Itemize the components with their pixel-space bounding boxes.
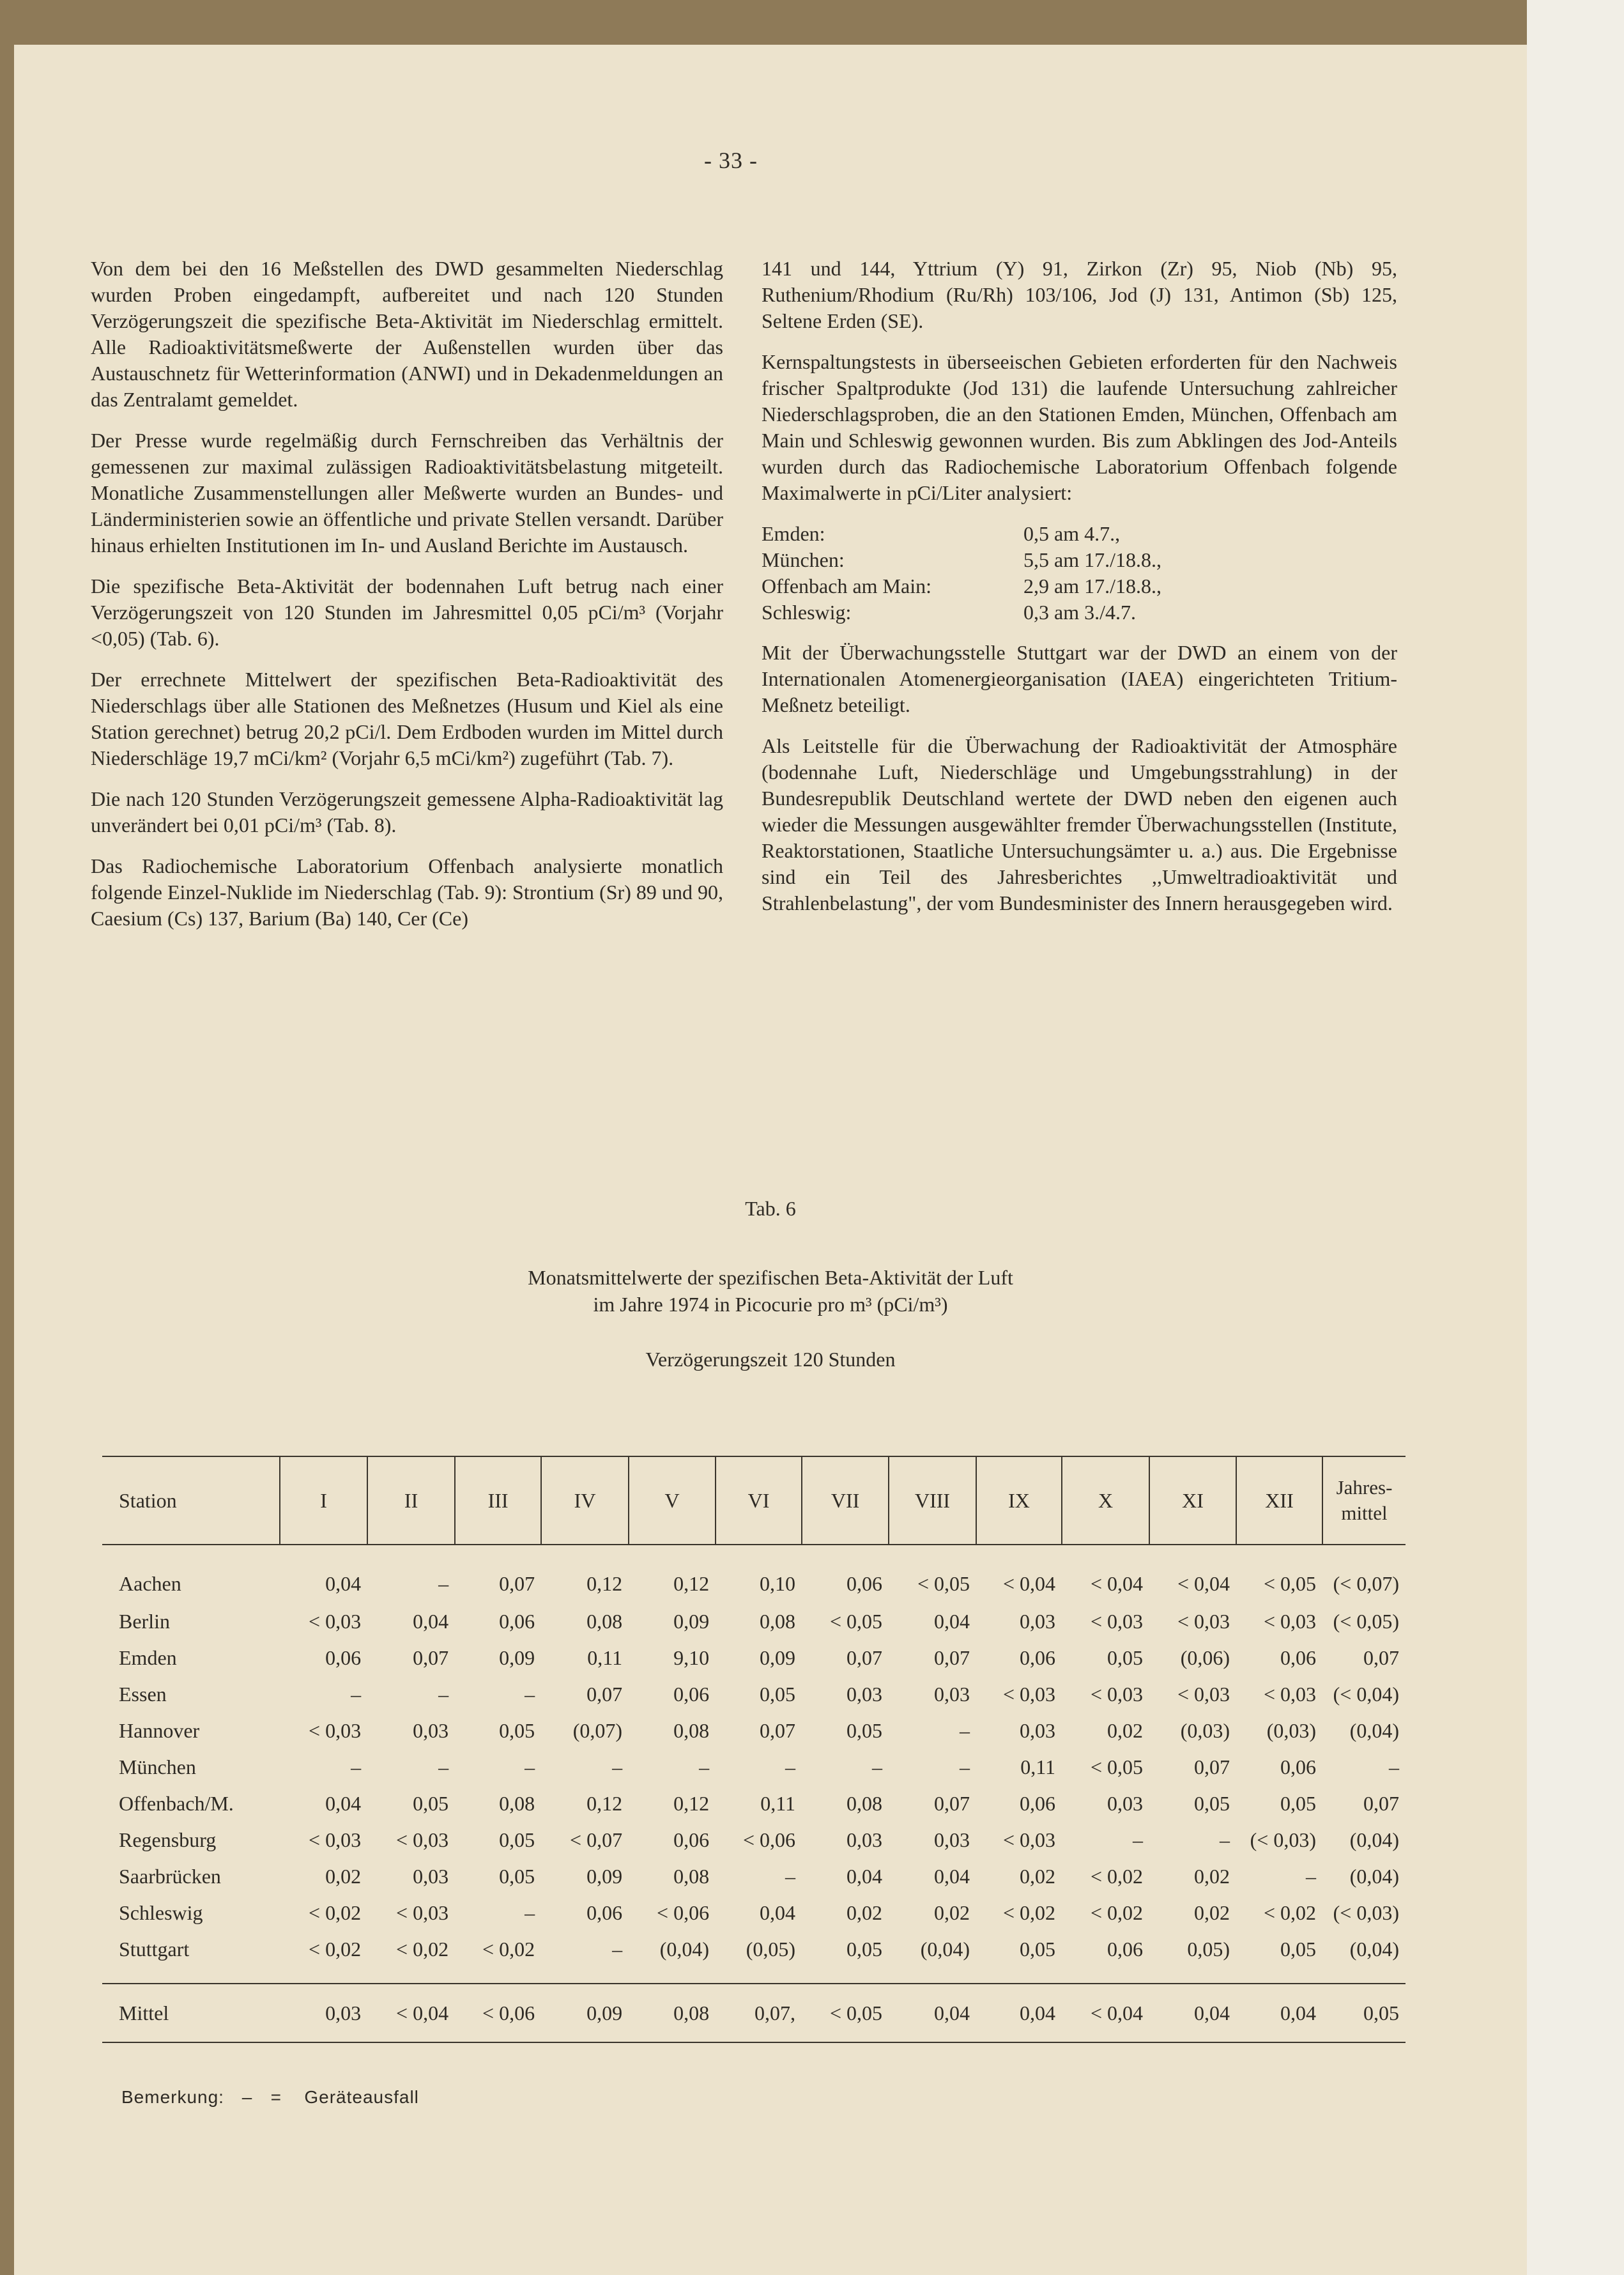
table-cell: 0,02 [1020,1865,1056,1888]
max-value-station: Emden: [762,522,825,545]
table-cell: 0,06 [325,1646,362,1669]
table-cell: 0,03 [934,1828,970,1851]
max-value: 5,5 am 17./18.8., [1023,548,1161,571]
header-month: III [455,1456,541,1545]
table-cell: (< 0,03) [1333,1901,1399,1924]
table-cell: – [785,1755,796,1778]
table-body [102,1545,1406,2042]
station-name: Essen [119,1683,167,1706]
table-cell: 0,08 [586,1610,623,1633]
max-value: 0,5 am 4.7., [1023,522,1121,545]
max-value-row [762,573,1397,599]
page-edge [1527,0,1624,2275]
table-cell: 0,05 [1280,1792,1316,1815]
table-cell: 0,02 [325,1865,362,1888]
table-cell: 0,04 [325,1572,362,1595]
table-cell: 0,05 [1194,1792,1230,1815]
table-cell: 0,03 [846,1683,883,1706]
max-value-row [762,599,1397,626]
paragraph: Mit der Überwachungsstelle Stuttgart war der DWD an einem von der Internationalen Atomenergieorganisation (IAEA) eingerichteten Tritium-Meßnetz beteiligt. [762,641,1397,716]
table-cell: < 0,04 [1177,1572,1230,1595]
table-cell: 0,02 [934,1901,970,1924]
mean-cell: < 0,04 [367,1984,455,2042]
mean-cell: 0,03 [280,1984,367,2042]
table-cell: (0,07) [572,1719,623,1742]
table-cell: 0,10 [760,1572,796,1595]
table-cell: 0,07 [934,1646,970,1669]
table-cell: (0,03) [1266,1719,1316,1742]
table-cell: < 0,03 [309,1719,362,1742]
table-row [102,1749,1406,1785]
table-cell: (0,04) [1349,1719,1399,1742]
table-cell: 0,11 [760,1792,796,1815]
table-cell: 0,08 [846,1792,883,1815]
table-cell: 0,05 [1280,1938,1316,1961]
table-cell: 0,06 [1107,1938,1144,1961]
table-cell: (0,06) [1180,1646,1230,1669]
table-label: Tab. 6 [745,1197,796,1220]
table-cell: – [525,1683,535,1706]
header-month: VI [716,1456,802,1545]
table-cell: < 0,03 [1002,1683,1056,1706]
table-cell: (0,04) [1349,1938,1399,1961]
table-row [102,1785,1406,1822]
table-cell: 0,03 [1107,1792,1144,1815]
table-cell: 0,12 [673,1572,710,1595]
table-cell: 0,07 [499,1572,535,1595]
table-cell: 0,05 [846,1938,883,1961]
table-row [102,1713,1406,1749]
table-cell: – [1306,1865,1316,1888]
table-row [102,1603,1406,1640]
table-cell: 0,06 [846,1572,883,1595]
paragraph: Der errechnete Mittelwert der spezifischen Beta-Radioaktivität des Niederschlags über alle Stationen des Meßnetzes (Husum und Kiel als eine Station gerechnet) betrug 20,2 pCi/l. Dem Erdboden wurden im Mittel durch Niederschläge 19,7 mCi/km² (Vorjahr 6,5 mCi/km²) zugeführt (Tab. 7). [91,668,723,769]
table-cell: 0,05 [846,1719,883,1742]
table-cell: 0,06 [1020,1792,1056,1815]
table-cell: < 0,05 [917,1572,970,1595]
table-header-row [102,1456,1406,1545]
station-name: Saarbrücken [119,1865,221,1888]
mean-label: Mittel [102,1984,280,2042]
header-month: VII [802,1456,889,1545]
table-cell: < 0,06 [743,1828,796,1851]
header-station: Station [102,1456,280,1545]
paragraph: 141 und 144, Yttrium (Y) 91, Zirkon (Zr) 95, Niob (Nb) 95, Ruthenium/Rhodium (Ru/Rh) 103/106, Jod (J) 131, Antimon (Sb) 125, Seltene Erden (SE). [762,257,1397,332]
table-cell: (0,04) [1349,1865,1399,1888]
mean-cell: 0,04 [976,1984,1062,2042]
station-name: Offenbach/M. [119,1792,234,1815]
table-cell: < 0,04 [1090,1572,1144,1595]
paragraph: Das Radiochemische Laboratorium Offenbach analysierte monatlich folgende Einzel-Nuklide im Niederschlag (Tab. 9): Strontium (Sr) 89 und 90, Caesium (Cs) 137, Barium (Ba) 140, Cer (Ce) [91,854,723,930]
table-cell: 0,06 [673,1683,710,1706]
remark-label: Bemerkung: [121,2087,224,2107]
table-cell: 0,04 [760,1901,796,1924]
table-cell: 0,11 [1020,1755,1056,1778]
table-cell: < 0,03 [1263,1610,1316,1633]
mean-cell: 0,07, [716,1984,802,2042]
max-value-station: München: [762,548,845,571]
station-name: Regensburg [119,1828,217,1851]
table-cell: – [1133,1828,1144,1851]
mean-cell: < 0,05 [802,1984,889,2042]
table-cell: 0,07 [413,1646,449,1669]
table-cell: 0,12 [586,1792,623,1815]
table-row [102,1640,1406,1676]
table-cell: 0,03 [1020,1610,1056,1633]
table-cell: 0,08 [760,1610,796,1633]
table-cell: < 0,03 [1263,1683,1316,1706]
mean-cell: < 0,04 [1062,1984,1149,2042]
paragraph: Kernspaltungstests in überseeischen Gebieten erforderten für den Nachweis frischer Spaltprodukte (Jod 131) die laufende Untersuchung zahlreicher Niederschlagsproben, die an den Stationen Emden, München, Offenbach am Main und Schleswig gewonnen wurden. Bis zum Abklingen des Jod-Anteils wurden durch das Radiochemische Laboratorium Offenbach folgende Maximalwerte in pCi/Liter analysiert: [762,350,1397,504]
header-annual-mean: Jahres- mittel [1322,1456,1406,1545]
table-cell: (< 0,03) [1250,1828,1316,1851]
table-cell: 0,06 [1280,1755,1316,1778]
max-value-row [762,547,1397,573]
table-row [102,1545,1406,1603]
table-cell: 0,07 [586,1683,623,1706]
station-name: München [119,1755,196,1778]
max-value: 0,3 am 3./4.7. [1023,601,1136,624]
table-cell: < 0,02 [1002,1901,1056,1924]
table-cell: – [351,1755,362,1778]
table-cell: < 0,03 [1177,1683,1230,1706]
table-cell: 0,05) [1187,1938,1230,1961]
table-cell: 9,10 [673,1646,710,1669]
header-month: I [280,1456,367,1545]
table-cell: 0,03 [413,1719,449,1742]
station-name: Stuttgart [119,1938,190,1961]
table-cell: (0,03) [1180,1719,1230,1742]
table-cell: – [612,1938,623,1961]
table-cell: < 0,02 [1090,1865,1144,1888]
table-cell: 0,04 [846,1865,883,1888]
table-cell: 0,09 [760,1646,796,1669]
document-page [14,45,1527,2275]
table-cell: < 0,02 [482,1938,535,1961]
mean-cell: 0,04 [1236,1984,1322,2042]
table-cell: – [960,1755,970,1778]
table-cell: – [525,1755,535,1778]
table-cell: 0,07 [760,1719,796,1742]
table-cell: 0,03 [934,1683,970,1706]
table-title-line2: im Jahre 1974 in Picocurie pro m³ (pCi/m³) [593,1293,948,1316]
header-month: II [367,1456,455,1545]
table-cell: 0,08 [673,1865,710,1888]
table-cell: (< 0,05) [1333,1610,1399,1633]
table-cell: < 0,03 [396,1901,449,1924]
remark-symbol: – [241,2087,253,2107]
table-cell: 0,08 [673,1719,710,1742]
table-cell: – [438,1572,449,1595]
mean-cell: < 0,06 [455,1984,541,2042]
table-cell: 0,07 [1194,1755,1230,1778]
table-row [102,1858,1406,1895]
remark-text: Geräteausfall [304,2087,419,2107]
header-month: XII [1236,1456,1322,1545]
table-cell: < 0,03 [396,1828,449,1851]
header-month: XI [1149,1456,1236,1545]
table-cell: 0,09 [673,1610,710,1633]
table-cell: 0,04 [934,1610,970,1633]
header-month: IV [541,1456,629,1545]
table-cell: – [438,1755,449,1778]
mean-cell: 0,08 [629,1984,716,2042]
right-text-column [762,256,1397,931]
table-cell: 0,06 [1020,1646,1056,1669]
table-cell: 0,06 [673,1828,710,1851]
table-cell: < 0,05 [1090,1755,1144,1778]
paragraph: Von dem bei den 16 Meßstellen des DWD gesammelten Niederschlag wurden Proben eingedampft, aufbereitet und nach 120 Stunden Verzögerungszeit die spezifische Beta-Aktivität im Niederschlag ermittelt. Alle Radioaktivitätsmeßwerte der Außenstellen wurden über das Austauschnetz für Wetterinformation (ANWI) und in Dekadenmeldungen an das Zentralamt gemeldet. [91,257,723,411]
station-name: Berlin [119,1610,170,1633]
table-cell: 0,09 [499,1646,535,1669]
table-cell: < 0,03 [309,1610,362,1633]
paragraph: Die nach 120 Stunden Verzögerungszeit gemessene Alpha-Radioaktivität lag unverändert bei 0,01 pCi/m³ (Tab. 8). [91,787,723,837]
table-cell: 0,02 [1194,1901,1230,1924]
table-cell: < 0,03 [1002,1828,1056,1851]
table-row [102,1895,1406,1931]
station-name: Emden [119,1646,177,1669]
table-cell: 0,05 [1107,1646,1144,1669]
paragraph: Als Leitstelle für die Überwachung der Radioaktivität der Atmosphäre (bodennahe Luft, Niederschläge und Umgebungsstrahlung) in der Bundesrepublik Deutschland wertete der DWD neben den eigenen auch wieder die Messungen ausgewählter fremder Überwachungsstellen (Institute, Reaktorstationen, Staatliche Untersuchungsämter u. a.) aus. Die Ergebnisse sind ein Teil des Jahresberichtes ,,Umweltradioaktivität und Strahlenbelastung", der vom Bundesminister des Innern herausgegeben wird. [762,734,1397,914]
table-cell: < 0,05 [1263,1572,1316,1595]
table-cell: 0,04 [934,1865,970,1888]
table-cell: 0,04 [325,1792,362,1815]
table-title: Monatsmittelwerte der spezifischen Beta-Aktivität der Luft [528,1266,1013,1289]
table-cell: < 0,02 [396,1938,449,1961]
table-cell: 0,08 [499,1792,535,1815]
beta-activity-table [102,1456,1406,2043]
table-cell: 0,06 [586,1901,623,1924]
table-cell: < 0,02 [309,1938,362,1961]
mean-cell: 0,04 [1149,1984,1236,2042]
page-number: - 33 - [704,148,758,173]
table-cell: – [960,1719,970,1742]
table-cell: 0,02 [1107,1719,1144,1742]
table-cell: < 0,05 [830,1610,883,1633]
table-cell: 0,05 [413,1792,449,1815]
table-cell: 0,05 [499,1828,535,1851]
table-cell: – [438,1683,449,1706]
paragraph: Der Presse wurde regelmäßig durch Fernschreiben das Verhältnis der gemessenen zur maximal zulässigen Radioaktivitätsbelastung mitgeteilt. Monatliche Zusammenstellungen aller Meßwerte wurden an Bundes- und Länderministerien sowie an öffentliche und private Stellen versandt. Darüber hinaus erhielten Institutionen im In- und Ausland Berichte im Austausch. [91,429,723,557]
table-cell: < 0,03 [1090,1683,1144,1706]
table-cell: < 0,03 [309,1828,362,1851]
table-row [102,1931,1406,1984]
table-cell: – [351,1683,362,1706]
table-cell: (0,04) [920,1938,970,1961]
table-cell: < 0,03 [1090,1610,1144,1633]
left-text-column [91,256,723,946]
table-row [102,1822,1406,1858]
table-cell: < 0,06 [657,1901,710,1924]
header-month: VIII [889,1456,976,1545]
table-cell: 0,12 [586,1572,623,1595]
table-cell: – [612,1755,623,1778]
paragraph: Die spezifische Beta-Aktivität der bodennahen Luft betrug nach einer Verzögerungszeit von 120 Stunden im Jahresmittel 0,05 pCi/m³ (Vorjahr <0,05) (Tab. 6). [91,575,723,650]
table-cell: – [525,1901,535,1924]
mean-cell: 0,09 [541,1984,629,2042]
table-cell: 0,05 [499,1865,535,1888]
table-cell: – [699,1755,710,1778]
max-value-station: Schleswig: [762,601,852,624]
table-cell: 0,04 [413,1610,449,1633]
table-cell: 0,03 [413,1865,449,1888]
table-cell: < 0,02 [1263,1901,1316,1924]
remark-equals: = [270,2087,282,2107]
station-name: Schleswig [119,1901,203,1924]
max-value-row [762,521,1397,547]
table-cell: 0,07 [934,1792,970,1815]
table-cell: 0,09 [586,1865,623,1888]
table-cell: (< 0,07) [1333,1572,1399,1595]
station-name: Hannover [119,1719,200,1742]
max-value-station: Offenbach am Main: [762,575,931,598]
header-month: IX [976,1456,1062,1545]
table-cell: 0,02 [1194,1865,1230,1888]
table-cell: 0,03 [1020,1719,1056,1742]
max-value: 2,9 am 17./18.8., [1023,575,1161,598]
remark [121,2087,419,2108]
table-cell: < 0,07 [570,1828,623,1851]
table-cell: 0,05 [499,1719,535,1742]
table-cell: (0,04) [659,1938,710,1961]
table-cell: – [872,1755,883,1778]
table-cell: – [1389,1755,1399,1778]
table-cell: 0,06 [499,1610,535,1633]
mean-row [102,1984,1406,2042]
table-cell: < 0,02 [1090,1901,1144,1924]
table-subtitle: Verzögerungszeit 120 Stunden [645,1348,896,1371]
table-cell: 0,06 [1280,1646,1316,1669]
table-cell: (0,05) [746,1938,796,1961]
table-cell: – [1220,1828,1230,1851]
table-cell: 0,05 [1020,1938,1056,1961]
header-month: X [1062,1456,1149,1545]
table-cell: 0,11 [587,1646,623,1669]
table-cell: 0,07 [1363,1792,1399,1815]
table-cell: (0,04) [1349,1828,1399,1851]
header-month: V [629,1456,716,1545]
station-name: Aachen [119,1572,181,1595]
table-cell: – [785,1865,796,1888]
table-cell: (< 0,04) [1333,1683,1399,1706]
table-cell: 0,12 [673,1792,710,1815]
table-cell: < 0,03 [1177,1610,1230,1633]
table-cell: 0,07 [1363,1646,1399,1669]
table-cell: 0,07 [846,1646,883,1669]
table-cell: 0,03 [846,1828,883,1851]
mean-cell: 0,05 [1322,1984,1406,2042]
table-cell: 0,05 [760,1683,796,1706]
mean-cell: 0,04 [889,1984,976,2042]
table-cell: < 0,02 [309,1901,362,1924]
table-row [102,1676,1406,1713]
table-cell: 0,02 [846,1901,883,1924]
table-cell: < 0,04 [1002,1572,1056,1595]
max-values-list [762,521,1397,626]
